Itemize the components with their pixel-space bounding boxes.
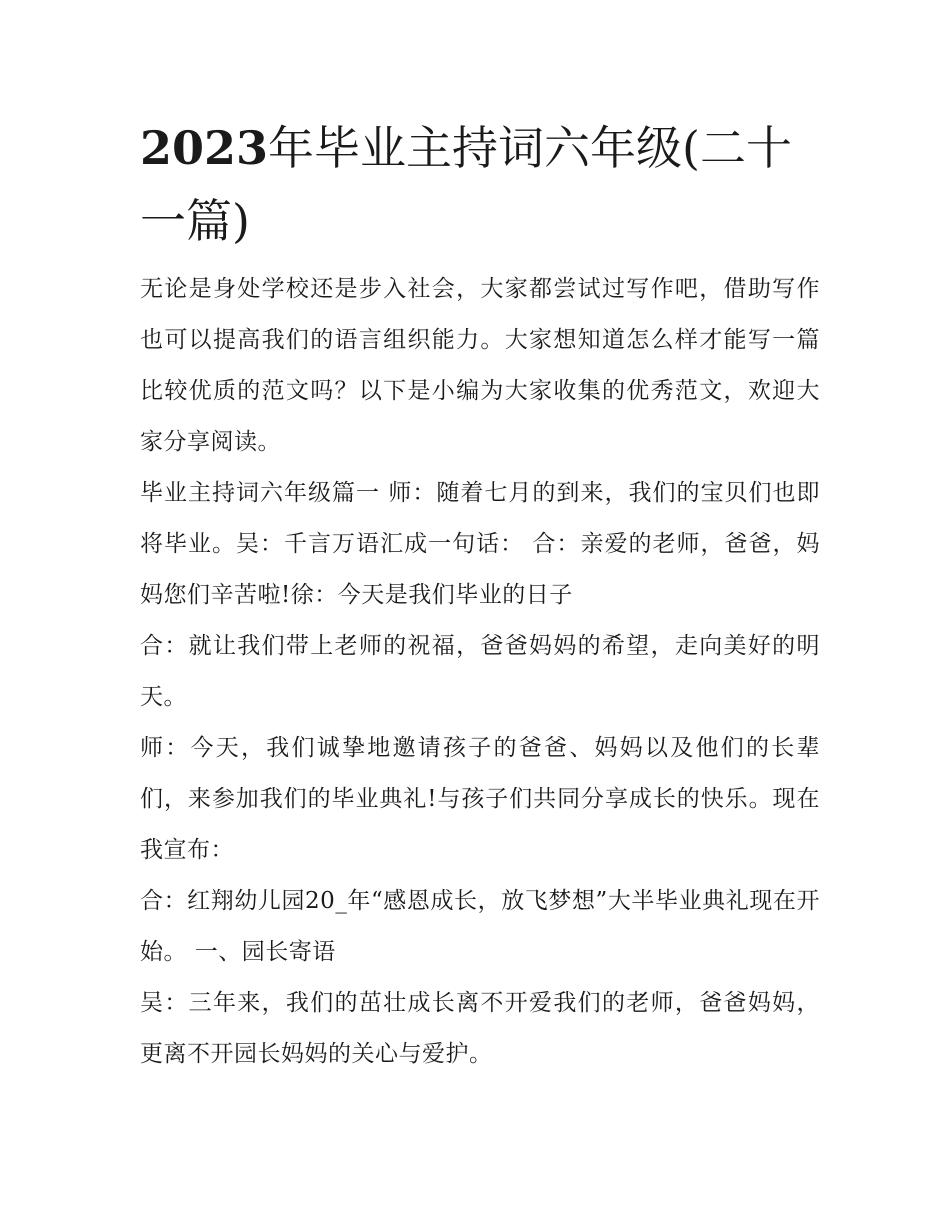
paragraph-5: 吴：三年来，我们的茁壮成长离不开爱我们的老师，爸爸妈妈，更离不开园长妈妈的关心与爱护。 [140, 990, 820, 1067]
paragraph-1: 毕业主持词六年级篇一 师：随着七月的到来，我们的宝贝们也即将毕业。吴：千言万语汇成一句话： 合：亲爱的老师，爸爸，妈妈您们辛苦啦!徐：今天是我们毕业的日子 [140, 480, 820, 608]
paragraph-4: 合：红翔幼儿园20_年“感恩成长，放飞梦想”大半毕业典礼现在开始。 一、园长寄语 [140, 888, 820, 965]
document-title [140, 112, 820, 258]
title-year: 2023 [140, 121, 269, 175]
paragraph-2: 合：就让我们带上老师的祝福，爸爸妈妈的希望，走向美好的明天。 [140, 633, 820, 710]
document-page [140, 112, 820, 1080]
paragraph-3: 师：今天，我们诚挚地邀请孩子的爸爸、妈妈以及他们的长辈们，来参加我们的毕业典礼!与孩子们共同分享成长的快乐。现在我宣布： [140, 735, 820, 863]
paragraph-intro: 无论是身处学校还是步入社会，大家都尝试过写作吧，借助写作也可以提高我们的语言组织能力。大家想知道怎么样才能写一篇比较优质的范文吗？以下是小编为大家收集的优秀范文，欢迎大家分享阅读。 [140, 276, 820, 455]
title-text: 年毕业主持词六年级(二十一篇) [140, 121, 792, 248]
